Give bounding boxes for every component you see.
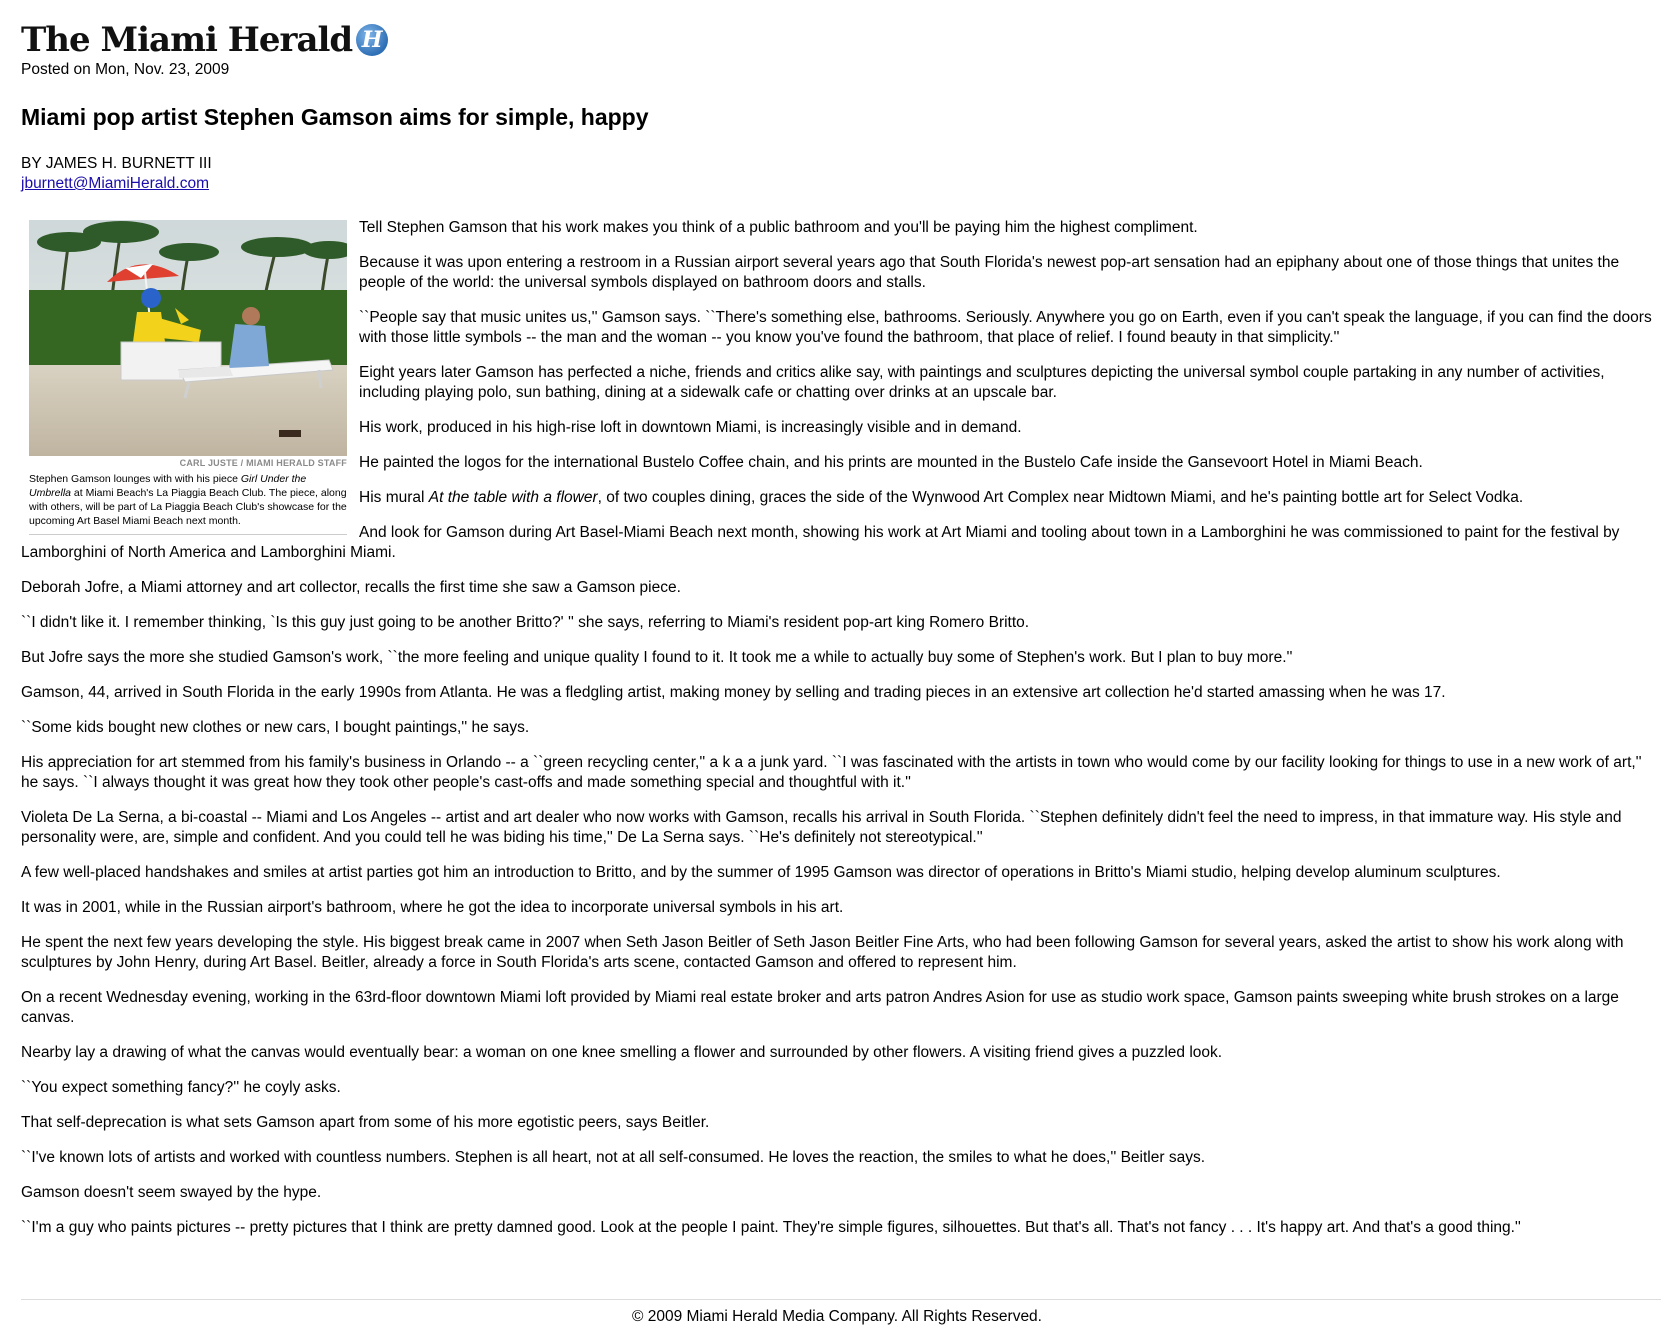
herald-badge-icon: H	[356, 24, 388, 56]
paragraph: ``Some kids bought new clothes or new cars, I bought paintings,'' he says.	[21, 719, 530, 736]
caption-text-continued: at Miami Beach's La Piaggia Beach Club. The piece, along with others, will be part of La Piaggia Beach Club's showcase for the upcoming Art Basel Miami Beach next month.	[29, 487, 347, 527]
footer-divider	[21, 1299, 1661, 1300]
caption-text: Stephen Gamson lounges with with his piece	[29, 473, 241, 485]
paragraph: It was in 2001, while in the Russian airport's bathroom, where he got the idea to incorporate universal symbols in his art.	[21, 899, 844, 916]
author-email-link[interactable]: jburnett@MiamiHerald.com	[21, 175, 210, 192]
byline: BY JAMES H. BURNETT III	[21, 155, 212, 172]
paragraph: His work, produced in his high-rise loft in downtown Miami, is increasingly visible and in demand.	[359, 419, 1022, 436]
mural-title: At the table with a flower	[428, 489, 598, 506]
paragraph: On a recent Wednesday evening, working in the 63rd-floor downtown Miami loft provided by Miami real estate broker and arts patron Andres Asion for use as studio work space, Gamson paints sweeping white brush strokes on a large canvas.	[21, 989, 1619, 1026]
caption-artwork-title: Girl Under the Umbrella	[29, 473, 307, 499]
paragraph: His appreciation for art stemmed from his family's business in Orlando -- a ``green recycling center,'' a k a a junk yard. ``I was fascinated with the artists in town who would come by our facility looking for things to use in a new work of art,'' he says. ``I always thought it was great how they took other people's cast-offs and made something special and thoughtful with it.''	[21, 754, 1642, 791]
paragraph: Gamson doesn't seem swayed by the hype.	[21, 1184, 322, 1201]
paragraph: Eight years later Gamson has perfected a niche, friends and critics alike say, with paintings and sculptures depicting the universal symbol couple partaking in any number of activities, including playing polo, sun bathing, dining at a sidewalk cafe or chatting over drinks at an upscale bar.	[359, 364, 1605, 401]
paragraph: ``People say that music unites us,'' Gamson says. ``There's something else, bathrooms. Seriously. Anywhere you go on Earth, even if you can't speak the language, if you can find the doors with those little symbols -- the man and the woman -- you know you've found the bathroom, that place of relief. I found beauty in that simplicity.''	[359, 309, 1652, 346]
article-body	[21, 218, 1661, 1238]
paragraph: Because it was upon entering a restroom in a Russian airport several years ago that South Florida's newest pop-art sensation had an epiphany about one of those things that unites the people of the world: the universal symbols displayed on bathroom doors and stalls.	[359, 254, 1620, 291]
mural-text: His mural	[359, 489, 429, 506]
paragraph: Nearby lay a drawing of what the canvas would eventually bear: a woman on one knee smelling a flower and surrounded by other flowers. A visiting friend gives a puzzled look.	[21, 1044, 1223, 1061]
paragraph: Deborah Jofre, a Miami attorney and art collector, recalls the first time she saw a Gamson piece.	[21, 579, 681, 596]
paragraph: He spent the next few years developing the style. His biggest break came in 2007 when Seth Jason Beitler of Seth Jason Beitler Fine Arts, who had been following Gamson for several years, asked the artist to show his work along with sculptures by John Henry, during Art Basel. Beitler, already a force in South Florida's arts scene, contacted Gamson and offered to represent him.	[21, 934, 1624, 971]
paragraph: ``I've known lots of artists and worked with countless numbers. Stephen is all heart, not at all self-consumed. He loves the reaction, the smiles to what he does,'' Beitler says.	[21, 1149, 1206, 1166]
article-photo	[29, 220, 347, 456]
paragraph: But Jofre says the more she studied Gamson's work, ``the more feeling and unique quality I found to it. It took me a while to actually buy some of Stephen's work. But I plan to buy more.''	[21, 649, 1293, 666]
miami-herald-logo[interactable]: The Miami Herald	[21, 20, 353, 60]
mural-text-continued: , of two couples dining, graces the side of the Wynwood Art Complex near Midtown Miami, and he's painting bottle art for Select Vodka.	[597, 489, 1524, 506]
photo-credit: CARL JUSTE / MIAMI HERALD STAFF	[179, 458, 347, 468]
paragraph: And look for Gamson during Art Basel-Miami Beach next month, showing his work at Art Miami and tooling about town in a Lamborghini he was commissioned to paint for the festival by Lamborghini of North America and Lamborghini Miami.	[21, 524, 1620, 561]
paragraph: ``You expect something fancy?'' he coyly asks.	[21, 1079, 341, 1096]
paragraph: ``I didn't like it. I remember thinking, `Is this guy just going to be another Britto?' '' she says, referring to Miami's resident pop-art king Romero Britto.	[21, 614, 1030, 631]
paragraph: Tell Stephen Gamson that his work makes you think of a public bathroom and you'll be paying him the highest compliment.	[359, 219, 1198, 236]
paragraph: That self-deprecation is what sets Gamson apart from some of his more egotistic peers, says Beitler.	[21, 1114, 710, 1131]
masthead	[21, 22, 1661, 58]
paragraph: He painted the logos for the international Bustelo Coffee chain, and his prints are mounted in the Bustelo Cafe inside the Gansevoort Hotel in Miami Beach.	[359, 454, 1423, 471]
posted-date: Posted on Mon, Nov. 23, 2009	[21, 61, 230, 78]
photo-figure	[29, 220, 347, 535]
headline: Miami pop artist Stephen Gamson aims for simple, happy	[21, 104, 649, 130]
footer-copyright: © 2009 Miami Herald Media Company. All Rights Reserved.	[631, 1308, 1042, 1325]
paragraph: Gamson, 44, arrived in South Florida in the early 1990s from Atlanta. He was a fledgling artist, making money by selling and trading pieces in an extensive art collection he'd started amassing when he was 17.	[21, 684, 1446, 701]
photo-caption	[29, 472, 347, 535]
paragraph: Violeta De La Serna, a bi-coastal -- Miami and Los Angeles -- artist and art dealer who now works with Gamson, recalls his arrival in South Florida. ``Stephen definitely didn't feel the need to impress, in that immature way. His style and personality were, are, simple and confident. And you could tell he was biding his time,'' De La Serna says. ``He's definitely not stereotypical.''	[21, 809, 1622, 846]
byline-block	[21, 154, 1661, 194]
paragraph: ``I'm a guy who paints pictures -- pretty pictures that I think are pretty damned good. Look at the people I paint. They're simple figures, silhouettes. But that's all. That's not fancy . . . It's happy art. And that's a good thing.''	[21, 1219, 1521, 1236]
article-page	[21, 22, 1661, 1253]
paragraph: A few well-placed handshakes and smiles at artist parties got him an introduction to Britto, and by the summer of 1995 Gamson was director of operations in Britto's Miami studio, helping develop aluminum sculptures.	[21, 864, 1501, 881]
